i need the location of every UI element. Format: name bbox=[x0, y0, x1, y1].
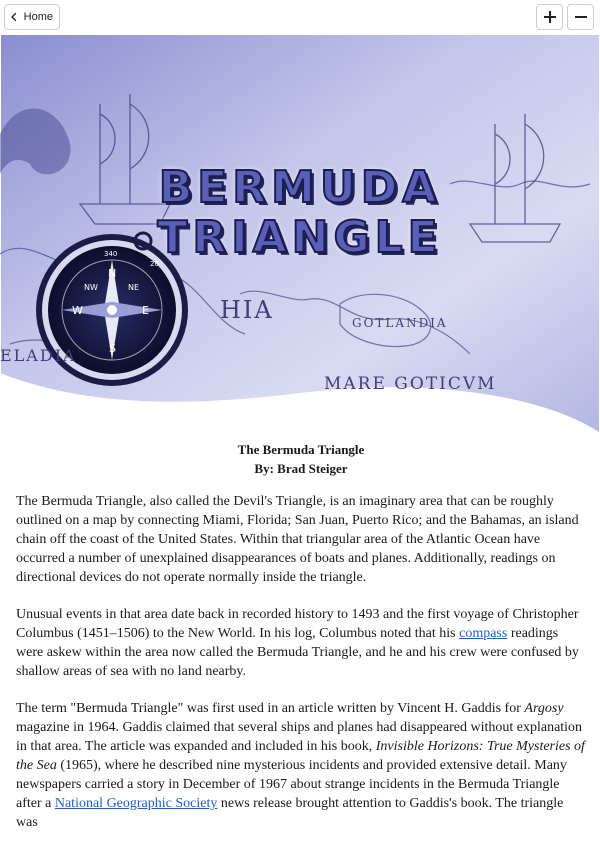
article-body bbox=[16, 440, 586, 850]
article-byline: By: Brad Steiger bbox=[254, 461, 348, 476]
paragraph-3-text-b: magazine in 1964. Gaddis claimed that several ships and planes had disappeared without explanation in that area. The article was expanded and included in his book, bbox=[16, 720, 583, 754]
hero-title-line2: TRIANGLE bbox=[157, 212, 443, 263]
paragraph-3-text-c: (1965), where he described nine mysterious incidents and provided extensive detail. Many newspapers carried a story in December of 1967 about strange incidents in the Bermuda Triangle after a bbox=[16, 758, 567, 811]
zoom-out-button[interactable] bbox=[567, 4, 594, 30]
map-label-hia: HIA bbox=[220, 296, 274, 324]
home-button[interactable] bbox=[4, 4, 60, 30]
map-label-eladia: ELADIA bbox=[0, 346, 77, 365]
map-label-gotlandia: GOTLANDIA bbox=[352, 316, 448, 330]
minus-icon bbox=[574, 10, 588, 24]
paragraph-2-text-b: readings were askew within the area now called the Bermuda Triangle, and he and his crew were confused by shallow areas of sea with no land nearby. bbox=[16, 626, 579, 679]
map-label-mare-goticvm: MARE GOTICVM bbox=[324, 374, 497, 394]
svg-text:S: S bbox=[109, 342, 116, 355]
article-title: The Bermuda Triangle bbox=[237, 442, 365, 457]
svg-text:340: 340 bbox=[104, 250, 118, 258]
top-toolbar bbox=[0, 0, 600, 34]
argosy-title: Argosy bbox=[524, 701, 564, 716]
paragraph-2 bbox=[16, 605, 586, 681]
paragraph-1: The Bermuda Triangle, also called the Devil's Triangle, is an imaginary area that can be roughly outlined on a map by connecting Miami, Florida; San Juan, Puerto Rico; and the Bahamas, an island chain off the coast of the United States. Within that triangular area of the Atlantic Ocean have occurred a number of unexplained disappearances of boats and planes. Additionally, readings on directional devices do not operate normally inside the triangle. bbox=[16, 494, 579, 585]
book-title: Invisible Horizons: True Mysteries of the Sea bbox=[16, 739, 585, 773]
hero-title-line1: BERMUDA bbox=[158, 162, 442, 213]
chevron-left-icon bbox=[9, 10, 20, 24]
paragraph-3-text-a: The term "Bermuda Triangle" was first used in an article written by Vincent H. Gaddis for bbox=[16, 701, 525, 716]
zoom-in-button[interactable] bbox=[536, 4, 563, 30]
compass-link[interactable]: compass bbox=[459, 626, 508, 641]
svg-text:NE: NE bbox=[128, 283, 140, 292]
home-button-label: Home bbox=[23, 11, 53, 23]
svg-text:N: N bbox=[108, 267, 117, 280]
plus-icon bbox=[543, 10, 557, 24]
paragraph-3-text-d: news release brought attention to Gaddis's book. The triangle was bbox=[16, 796, 564, 830]
paragraph-2-text-a: Unusual events in that area date back in recorded history to 1493 and the first voyage of Christopher Columbus (1451–1506) to the New World. In his log, Columbus noted that his bbox=[16, 607, 579, 641]
svg-text:W: W bbox=[72, 304, 83, 317]
paragraph-3 bbox=[16, 699, 586, 832]
svg-text:E: E bbox=[142, 304, 149, 317]
national-geographic-link[interactable]: National Geographic Society bbox=[54, 796, 218, 811]
svg-text:20: 20 bbox=[150, 260, 159, 268]
hero-banner bbox=[0, 34, 600, 434]
svg-text:NW: NW bbox=[84, 283, 98, 292]
